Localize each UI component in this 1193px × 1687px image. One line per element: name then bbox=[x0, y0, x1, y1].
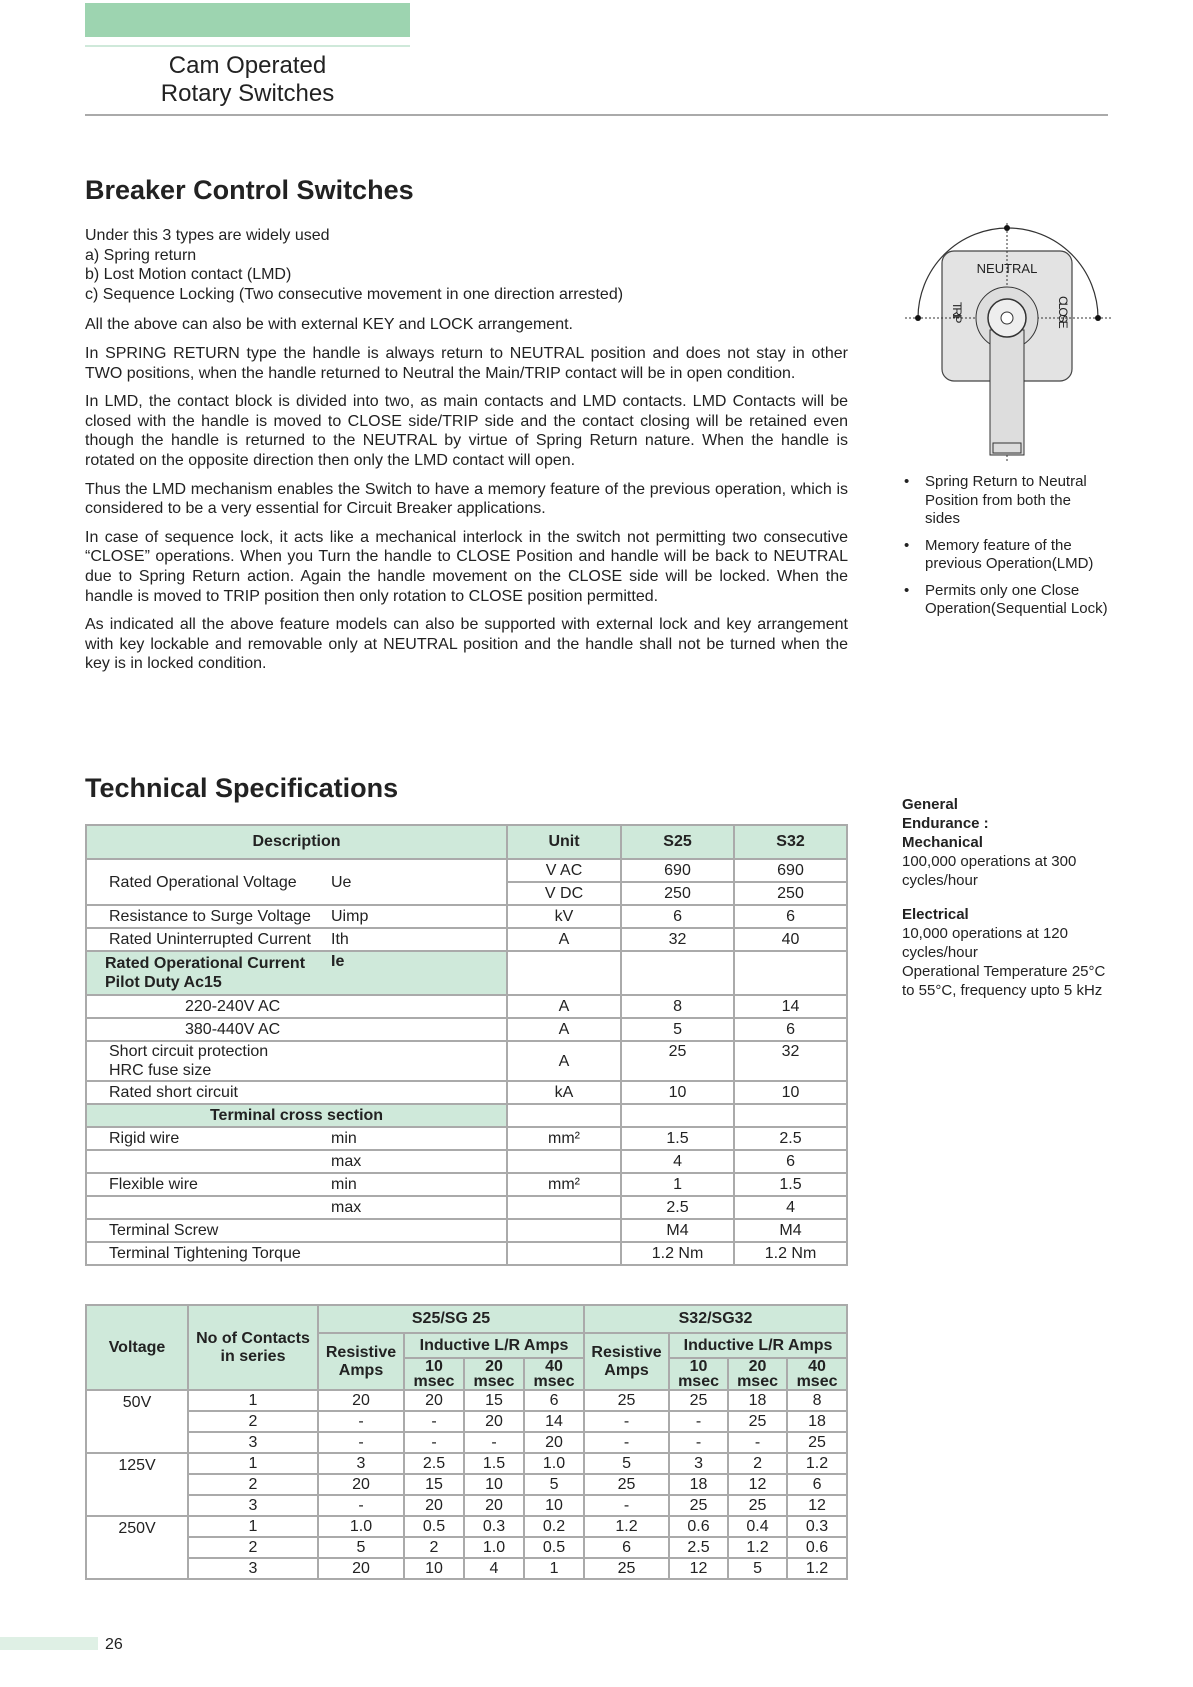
header-voltage: Voltage bbox=[86, 1305, 188, 1390]
table-row bbox=[86, 928, 847, 951]
series-title-line1: Cam Operated bbox=[168, 52, 327, 79]
trip-stop-dot bbox=[915, 315, 921, 321]
row-unit bbox=[507, 1242, 621, 1265]
rating-cell: 5 bbox=[584, 1453, 669, 1474]
table-row bbox=[86, 1196, 847, 1219]
row-symbol: Ue bbox=[331, 859, 507, 905]
row-unit: V DC bbox=[507, 882, 621, 905]
row-symbol bbox=[331, 995, 507, 1018]
rating-cell: 1 bbox=[188, 1453, 318, 1474]
table-row bbox=[86, 1150, 847, 1173]
rating-cell: 3 bbox=[188, 1558, 318, 1579]
row-unit: V AC bbox=[507, 859, 621, 882]
temperature-value: Operational Temperature 25°C to 55°C, frequency upto 5 kHz bbox=[902, 963, 1106, 999]
row-s32 bbox=[734, 951, 847, 995]
row-symbol: max bbox=[331, 1196, 507, 1219]
row-s25: 1.2 Nm bbox=[621, 1242, 734, 1265]
row-description: Flexible wire bbox=[86, 1173, 331, 1196]
header-inductive: Inductive L/R Amps bbox=[669, 1333, 847, 1358]
rating-cell: 20 bbox=[318, 1558, 404, 1579]
paragraph: As indicated all the above feature models can also be supported with external lock and key arrangement with key lockable and removable only at NEUTRAL position and the handle shall not be turned when the key is in locked condition. bbox=[85, 616, 848, 673]
rating-cell: 1.2 bbox=[787, 1558, 847, 1579]
header-group-s32: S32/SG32 bbox=[584, 1305, 847, 1333]
list-intro: Under this 3 types are widely used bbox=[85, 227, 330, 244]
row-unit: kA bbox=[507, 1081, 621, 1104]
rating-cell: 5 bbox=[728, 1558, 787, 1579]
rating-cell: 6 bbox=[584, 1537, 669, 1558]
rating-cell: - bbox=[669, 1411, 728, 1432]
header-inductive: Inductive L/R Amps bbox=[404, 1333, 584, 1358]
rating-cell: 1.2 bbox=[728, 1537, 787, 1558]
endurance-label: Endurance : bbox=[902, 815, 989, 832]
rating-cell: 25 bbox=[584, 1558, 669, 1579]
mechanical-value: 100,000 operations at 300 cycles/hour bbox=[902, 853, 1077, 889]
rating-cell: 10 bbox=[464, 1474, 524, 1495]
series-title bbox=[85, 52, 410, 108]
row-description bbox=[86, 1196, 331, 1219]
row-s25 bbox=[621, 951, 734, 995]
rating-cell: 1.2 bbox=[787, 1453, 847, 1474]
bullet-icon: • bbox=[904, 536, 910, 554]
rating-cell: - bbox=[318, 1411, 404, 1432]
row-s32 bbox=[734, 1104, 847, 1127]
row-symbol: Uimp bbox=[331, 905, 507, 928]
paragraph: All the above can also be with external KEY and LOCK arrangement. bbox=[85, 316, 573, 334]
footer-green-bar bbox=[0, 1637, 98, 1650]
row-symbol bbox=[331, 1018, 507, 1041]
table-row bbox=[86, 1495, 847, 1516]
header-rule bbox=[85, 114, 1108, 116]
table-row bbox=[86, 1219, 847, 1242]
rating-cell: 0.4 bbox=[728, 1516, 787, 1537]
table-row bbox=[86, 1104, 847, 1127]
section-title-breaker: Breaker Control Switches bbox=[85, 175, 414, 205]
close-stop-dot bbox=[1095, 315, 1101, 321]
paragraph: In case of sequence lock, it acts like a mechanical interlock in the switch not permitting two consecutive “CLOSE” operations. When you Turn the handle to CLOSE Position and handle will be back to NEUTRAL due to Spring Return action. Again the handle movement on the CLOSE side will be locked. When the handle is moved to TRIP position then only rotation to CLOSE position permitted. bbox=[85, 528, 848, 605]
row-s25: 1.5 bbox=[621, 1127, 734, 1150]
rating-cell: 15 bbox=[404, 1474, 464, 1495]
rating-cell: 0.3 bbox=[787, 1516, 847, 1537]
table-row bbox=[86, 951, 847, 995]
rating-cell: 1 bbox=[524, 1558, 584, 1579]
rating-cell: - bbox=[464, 1432, 524, 1453]
rating-cell: 3 bbox=[318, 1453, 404, 1474]
row-s32: 6 bbox=[734, 1018, 847, 1041]
rating-cell: 1.0 bbox=[464, 1537, 524, 1558]
rating-cell: 3 bbox=[669, 1453, 728, 1474]
row-s32: 32 bbox=[734, 1041, 847, 1081]
rating-cell: 20 bbox=[464, 1495, 524, 1516]
rating-cell: 0.6 bbox=[669, 1516, 728, 1537]
header-time: 40 msec bbox=[524, 1358, 584, 1390]
rating-cell: 2 bbox=[404, 1537, 464, 1558]
rating-cell: 15 bbox=[464, 1390, 524, 1411]
bullet-text: Spring Return to Neutral Position from both the sides bbox=[925, 473, 1087, 527]
row-unit bbox=[507, 1196, 621, 1219]
header-divider bbox=[85, 45, 410, 47]
list-item: c) Sequence Locking (Two consecutive movement in one direction arrested) bbox=[85, 285, 624, 303]
row-s25: 8 bbox=[621, 995, 734, 1018]
table-row bbox=[86, 1516, 847, 1537]
spec-header-row bbox=[86, 825, 847, 859]
trip-label: TRIP bbox=[950, 302, 964, 322]
paragraph: Thus the LMD mechanism enables the Switch to have a memory feature of the previous operation, which is considered to be a very essential for Circuit Breaker applications. bbox=[85, 480, 848, 518]
rating-cell: 5 bbox=[318, 1537, 404, 1558]
header-time: 10 msec bbox=[669, 1358, 728, 1390]
bullet-item bbox=[900, 537, 1110, 574]
row-symbol: min bbox=[331, 1173, 507, 1196]
rating-cell: - bbox=[584, 1411, 669, 1432]
row-description-sub: HRC fuse size bbox=[109, 1062, 212, 1079]
row-symbol: min bbox=[331, 1127, 507, 1150]
table-row bbox=[86, 1173, 847, 1196]
rating-cell: 10 bbox=[524, 1495, 584, 1516]
rating-cell: 2.5 bbox=[669, 1537, 728, 1558]
rating-cell: 12 bbox=[669, 1558, 728, 1579]
rating-cell: 1.5 bbox=[464, 1453, 524, 1474]
row-unit: A bbox=[507, 1018, 621, 1041]
row-unit bbox=[507, 1104, 621, 1127]
row-description: Rated short circuit bbox=[86, 1081, 331, 1104]
row-symbol: max bbox=[331, 1150, 507, 1173]
row-s25: M4 bbox=[621, 1219, 734, 1242]
row-s32: 40 bbox=[734, 928, 847, 951]
row-symbol bbox=[331, 1219, 507, 1242]
rating-cell: 0.2 bbox=[524, 1516, 584, 1537]
row-unit bbox=[507, 951, 621, 995]
rating-cell: 25 bbox=[787, 1432, 847, 1453]
row-s25: 4 bbox=[621, 1150, 734, 1173]
switch-handle-diagram bbox=[900, 218, 1115, 463]
header-green-bar bbox=[85, 3, 410, 37]
bullet-text: Permits only one Close Operation(Sequential Lock) bbox=[925, 581, 1108, 617]
row-s32: 250 bbox=[734, 882, 847, 905]
rating-cell: 18 bbox=[669, 1474, 728, 1495]
bullet-icon: • bbox=[904, 581, 910, 599]
rating-cell: 25 bbox=[728, 1495, 787, 1516]
page-number: 26 bbox=[105, 1636, 123, 1653]
breaker-description bbox=[85, 226, 848, 683]
row-description: 380-440V AC bbox=[86, 1018, 331, 1041]
header-time: 10 msec bbox=[404, 1358, 464, 1390]
row-description: Terminal Tightening Torque bbox=[86, 1242, 331, 1265]
bullet-item bbox=[900, 473, 1110, 529]
header-contacts: No of Contacts in series bbox=[188, 1305, 318, 1390]
rating-cell: 25 bbox=[584, 1474, 669, 1495]
table-row bbox=[86, 1411, 847, 1432]
table-row bbox=[86, 1127, 847, 1150]
rating-cell: 6 bbox=[524, 1390, 584, 1411]
row-s32: M4 bbox=[734, 1219, 847, 1242]
handle-lever bbox=[990, 330, 1024, 455]
rating-cell: - bbox=[669, 1432, 728, 1453]
row-description: Short circuit protection bbox=[109, 1043, 269, 1060]
rating-cell: 20 bbox=[524, 1432, 584, 1453]
general-label: General bbox=[902, 796, 958, 813]
row-s25: 25 bbox=[621, 1041, 734, 1081]
section-title-tech-specs: Technical Specifications bbox=[85, 773, 399, 803]
header-group-s25: S25/SG 25 bbox=[318, 1305, 584, 1333]
rating-cell: 0.6 bbox=[787, 1537, 847, 1558]
paragraph: In SPRING RETURN type the handle is always return to NEUTRAL position and does not stay in other TWO positions, when the handle returned to Neutral the Main/TRIP contact will be in open condition. bbox=[85, 344, 848, 382]
rating-cell: 0.3 bbox=[464, 1516, 524, 1537]
row-description: Rated Uninterrupted Current bbox=[86, 928, 331, 951]
rating-cell: 10 bbox=[404, 1558, 464, 1579]
row-s32: 10 bbox=[734, 1081, 847, 1104]
header-time: 20 msec bbox=[728, 1358, 787, 1390]
row-s25: 32 bbox=[621, 928, 734, 951]
rating-cell: - bbox=[318, 1432, 404, 1453]
mechanical-label: Mechanical bbox=[902, 834, 983, 851]
row-symbol: Ith bbox=[331, 928, 507, 951]
row-description: Rigid wire bbox=[86, 1127, 331, 1150]
rating-cell: 2 bbox=[188, 1537, 318, 1558]
rating-cell: 18 bbox=[787, 1411, 847, 1432]
electrical-label: Electrical bbox=[902, 906, 969, 923]
rating-cell: 25 bbox=[728, 1411, 787, 1432]
voltage-cell: 50V bbox=[86, 1390, 188, 1453]
voltage-cell: 250V bbox=[86, 1516, 188, 1579]
rating-cell: 12 bbox=[787, 1495, 847, 1516]
rating-cell: 5 bbox=[524, 1474, 584, 1495]
table-row bbox=[86, 859, 847, 882]
row-description: Resistance to Surge Voltage bbox=[86, 905, 331, 928]
rating-cell: 25 bbox=[669, 1390, 728, 1411]
table-row bbox=[86, 1081, 847, 1104]
row-unit bbox=[507, 1219, 621, 1242]
row-s32: 6 bbox=[734, 1150, 847, 1173]
rating-cell: 1.0 bbox=[524, 1453, 584, 1474]
rating-cell: - bbox=[404, 1411, 464, 1432]
rating-cell: 2 bbox=[188, 1474, 318, 1495]
row-s32: 2.5 bbox=[734, 1127, 847, 1150]
electrical-value: 10,000 operations at 120 cycles/hour bbox=[902, 925, 1068, 961]
rating-cell: 3 bbox=[188, 1432, 318, 1453]
header-time: 40 msec bbox=[787, 1358, 847, 1390]
rating-cell: 20 bbox=[464, 1411, 524, 1432]
rating-cell: 6 bbox=[787, 1474, 847, 1495]
row-s25 bbox=[621, 1104, 734, 1127]
header-row bbox=[86, 1305, 847, 1333]
rating-cell: 20 bbox=[318, 1474, 404, 1495]
rating-cell: 2 bbox=[188, 1411, 318, 1432]
row-unit: mm² bbox=[507, 1127, 621, 1150]
header-unit: Unit bbox=[507, 825, 621, 859]
row-s32: 6 bbox=[734, 905, 847, 928]
series-title-line2: Rotary Switches bbox=[160, 80, 335, 107]
row-description-group bbox=[86, 1041, 331, 1081]
rating-cell: 25 bbox=[669, 1495, 728, 1516]
row-symbol bbox=[331, 1041, 507, 1081]
row-s25: 6 bbox=[621, 905, 734, 928]
header-resistive: Resistive Amps bbox=[584, 1333, 669, 1390]
paragraph: In LMD, the contact block is divided into two, as main contacts and LMD contacts. LMD Contacts will be closed with the handle is moved to CLOSE side/TRIP side and the contact closing will be retained even though the handle is returned to the NEUTRAL by virtue of Spring Return nature. When the handle is rotated on the opposite direction then only the LMD contact will open. bbox=[85, 393, 848, 469]
row-unit: A bbox=[507, 995, 621, 1018]
row-unit: mm² bbox=[507, 1173, 621, 1196]
row-symbol: Ie bbox=[331, 951, 507, 995]
rating-cell: 12 bbox=[728, 1474, 787, 1495]
row-s25: 5 bbox=[621, 1018, 734, 1041]
bullet-icon: • bbox=[904, 473, 910, 490]
row-description: Rated Operational Voltage bbox=[86, 859, 331, 905]
rating-cell: - bbox=[584, 1495, 669, 1516]
rating-header bbox=[86, 1305, 847, 1390]
endurance-info bbox=[902, 795, 1112, 1000]
list-item: b) Lost Motion contact (LMD) bbox=[85, 266, 292, 284]
rating-cell: 18 bbox=[728, 1390, 787, 1411]
table-row bbox=[86, 1041, 847, 1081]
header-resistive: Resistive Amps bbox=[318, 1333, 404, 1390]
row-unit bbox=[507, 1150, 621, 1173]
header-description: Description bbox=[86, 825, 507, 859]
row-description: 220-240V AC bbox=[86, 995, 331, 1018]
row-s25: 690 bbox=[621, 859, 734, 882]
row-s32: 14 bbox=[734, 995, 847, 1018]
row-symbol bbox=[331, 1242, 507, 1265]
table-row bbox=[86, 1537, 847, 1558]
spec-table bbox=[85, 824, 848, 1266]
row-description bbox=[86, 1150, 331, 1173]
types-list bbox=[85, 226, 848, 304]
row-s32: 1.2 Nm bbox=[734, 1242, 847, 1265]
row-description: Terminal Screw bbox=[86, 1219, 331, 1242]
neutral-label: NEUTRAL bbox=[976, 261, 1038, 276]
spec-table-body bbox=[86, 859, 847, 1265]
row-symbol bbox=[331, 1081, 507, 1104]
rating-cell: - bbox=[318, 1495, 404, 1516]
row-s25: 250 bbox=[621, 882, 734, 905]
table-row bbox=[86, 1432, 847, 1453]
row-description: Rated Operational Current bbox=[105, 955, 306, 972]
section-label: Terminal cross section bbox=[86, 1104, 507, 1127]
table-row bbox=[86, 905, 847, 928]
table-row bbox=[86, 1018, 847, 1041]
rating-cell: 20 bbox=[404, 1495, 464, 1516]
close-label: CLOSE bbox=[1056, 296, 1070, 327]
row-s25: 10 bbox=[621, 1081, 734, 1104]
rating-cell: 8 bbox=[787, 1390, 847, 1411]
row-s32: 4 bbox=[734, 1196, 847, 1219]
header-s25: S25 bbox=[621, 825, 734, 859]
voltage-cell: 125V bbox=[86, 1453, 188, 1516]
rating-body bbox=[86, 1390, 847, 1579]
table-row bbox=[86, 1453, 847, 1474]
rating-cell: 20 bbox=[404, 1390, 464, 1411]
table-row bbox=[86, 995, 847, 1018]
rating-cell: 2.5 bbox=[404, 1453, 464, 1474]
table-row bbox=[86, 1474, 847, 1495]
rating-cell: 0.5 bbox=[524, 1537, 584, 1558]
row-s32: 1.5 bbox=[734, 1173, 847, 1196]
rating-cell: 1 bbox=[188, 1516, 318, 1537]
row-description-sub: Pilot Duty Ac15 bbox=[105, 974, 222, 991]
table-row bbox=[86, 1558, 847, 1579]
rating-cell: 0.5 bbox=[404, 1516, 464, 1537]
header-time: 20 msec bbox=[464, 1358, 524, 1390]
row-unit: kV bbox=[507, 905, 621, 928]
bullet-item bbox=[900, 582, 1110, 619]
feature-bullets bbox=[900, 473, 1110, 627]
rating-cell: - bbox=[404, 1432, 464, 1453]
rating-cell: 1.0 bbox=[318, 1516, 404, 1537]
rating-cell: 20 bbox=[318, 1390, 404, 1411]
row-s32: 690 bbox=[734, 859, 847, 882]
rating-cell: 2 bbox=[728, 1453, 787, 1474]
rating-cell: 4 bbox=[464, 1558, 524, 1579]
table-row bbox=[86, 1390, 847, 1411]
neutral-stop-dot bbox=[1004, 225, 1010, 231]
table-row bbox=[86, 1242, 847, 1265]
rating-cell: 25 bbox=[584, 1390, 669, 1411]
rating-cell: 1 bbox=[188, 1390, 318, 1411]
knob-center bbox=[1001, 312, 1013, 324]
rating-cell: - bbox=[584, 1432, 669, 1453]
row-s25: 2.5 bbox=[621, 1196, 734, 1219]
row-unit: A bbox=[507, 1041, 621, 1081]
rating-cell: 14 bbox=[524, 1411, 584, 1432]
header-s32: S32 bbox=[734, 825, 847, 859]
list-item: a) Spring return bbox=[85, 246, 197, 264]
rating-cell: 1.2 bbox=[584, 1516, 669, 1537]
rating-cell: - bbox=[728, 1432, 787, 1453]
contact-rating-table bbox=[85, 1304, 848, 1580]
bullet-text: Memory feature of the previous Operation(LMD) bbox=[925, 536, 1094, 572]
row-s25: 1 bbox=[621, 1173, 734, 1196]
row-unit: A bbox=[507, 928, 621, 951]
row-description-group bbox=[86, 951, 331, 995]
rating-cell: 3 bbox=[188, 1495, 318, 1516]
